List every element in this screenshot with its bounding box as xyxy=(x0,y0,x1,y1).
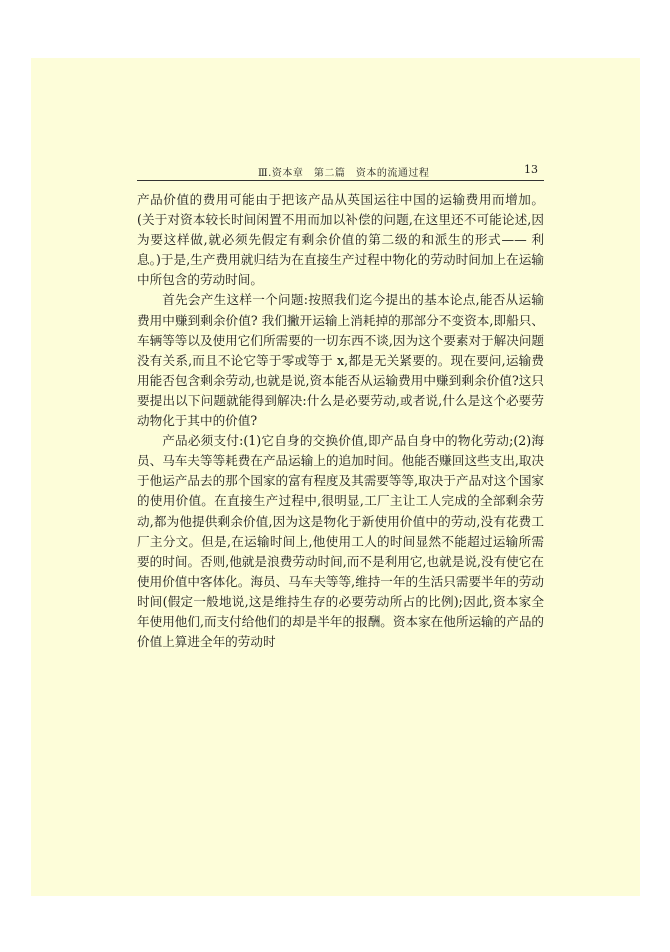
paragraph: 产品必须支付:(1)它自身的交换价值,即产品自身中的物化劳动;(2)海员、马车夫等等耗费在产品运输上的追加时间。他能否赚回这些支出,取决于他运产品去的那个国家的富有程度及其需要等等,取决于产品对这个国家的使用价值。在直接生产过程中,很明显,工厂主让工人完成的全部剩余劳动,都为他提供剩余价值,因为这是物化于新使用价值中的劳动,没有花费工厂主分文。但是,在运输时间上,他使用工人的时间显然不能超过运输所需要的时间。否则,他就是浪费劳动时间,而不是利用它,也就是说,没有使它在使用价值中客体化。海员、马车夫等等,维持一年的生活只需要半年的劳动时间(假定一般地说,这是维持生存的必要劳动所占的比例);因此,资本家全年使用他们,而支付给他们的却是半年的报酬。资本家在他所运输的产品的价值上算进全年的劳动时 xyxy=(137,433,545,650)
body-text xyxy=(137,190,544,652)
page-number: 13 xyxy=(524,163,538,176)
paragraph: 产品价值的费用可能由于把该产品从英国运往中国的运输费用而增加。(关于对资本较长时间闲置不用而加以补偿的问题,在这里还不可能论述,因为要这样做,就必须先假定有剩余价值的第二级的和派生的形式—— 利息。)于是,生产费用就归结为在直接生产过程中物化的劳动时间加上在运输中所包含的劳动时间。 xyxy=(137,192,544,288)
running-header xyxy=(137,160,544,181)
header-title: Ⅲ.资本章 第二篇 资本的流通过程 xyxy=(258,168,430,179)
paragraph: 首先会产生这样一个问题:按照我们迄今提出的基本论点,能否从运输费用中赚到剩余价值? 我们撇开运输上消耗掉的那部分不变资本,即船只、车辆等等以及使用它们所需要的一切东西不谈,因为这个要素对于解决问题没有关系,而且不论它等于零或等于 x,都是无关紧要的。现在要问,运输费用能否包含剩余劳动,也就是说,资本能否从运输费用中赚到剩余价值?这只要提出以下问题就能得到解决:什么是必要劳动,或者说,什么是这个必要劳动物化于其中的价值? xyxy=(137,292,545,429)
